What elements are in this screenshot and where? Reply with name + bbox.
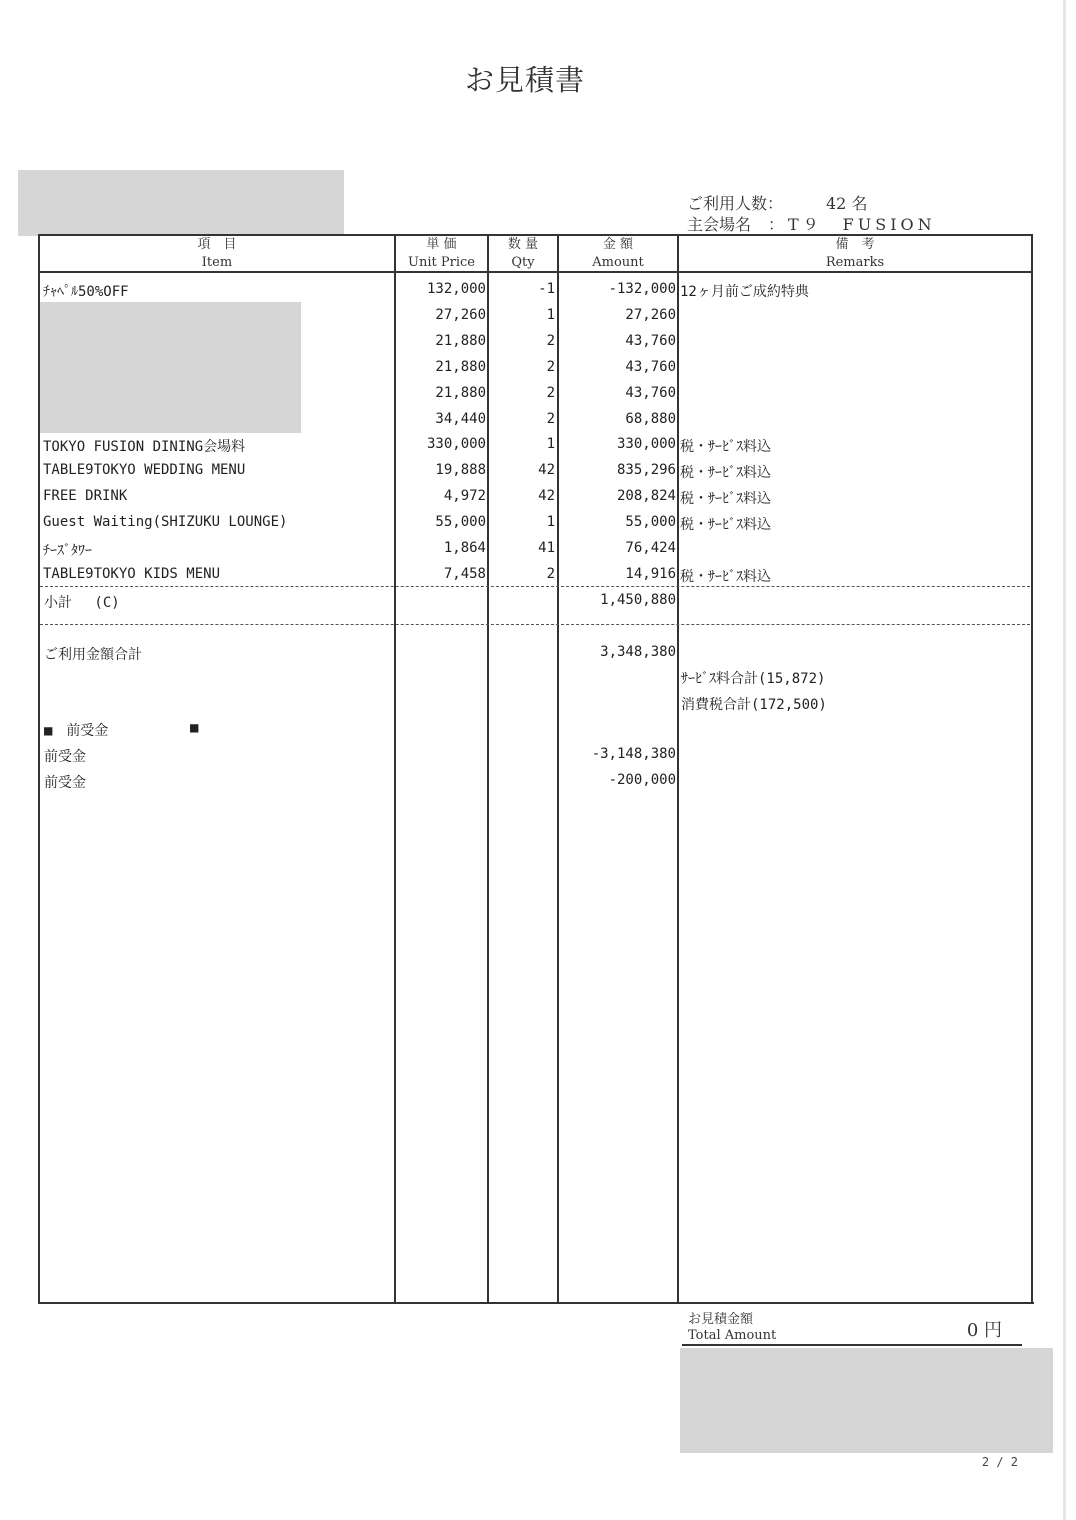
row-unit-price: 19,888 [435,462,486,478]
deposit-header: ■ 前受金 [44,723,109,739]
page-number: 2 / 2 [981,1455,1018,1469]
row-amount: 208,824 [616,488,676,504]
scan-edge [1063,0,1066,1520]
header-remarks-en: Remarks [825,255,885,270]
header-amount-jp: 金 額 [602,237,634,252]
header-item [40,236,394,272]
row-qty: 42 [538,462,555,478]
consumption-tax-total: 消費税合計(172,500) [681,697,827,713]
row-remarks: 税・ｻｰﾋﾞｽ料込 [680,491,771,507]
row-item: TABLE9TOKYO WEDDING MENU [43,462,246,478]
row-amount: 76,424 [625,540,676,556]
subtotal-separator-bottom [40,624,1030,625]
header-remarks-jp: 備 考 [835,237,875,252]
row-amount: 43,760 [625,333,676,349]
header-unit-price-en: Unit Price [408,255,475,270]
deposit-label-2: 前受金 [44,775,86,791]
service-fee-total: ｻｰﾋﾞｽ料合計(15,872) [681,671,826,687]
row-qty: 2 [546,333,555,349]
header-unit-price [396,236,487,272]
subtotal-separator-top [40,586,1030,587]
row-unit-price: 34,440 [435,411,486,427]
row-unit-price: 7,458 [443,566,486,582]
row-qty: 1 [546,307,555,323]
row-unit-price: 21,880 [435,359,486,375]
deposit-header-mark: ■ [190,720,199,736]
row-amount: 43,760 [625,359,676,375]
row-qty: 1 [546,436,555,452]
row-qty: 2 [546,566,555,582]
subtotal-label: 小計 (C) [44,595,120,611]
row-unit-price: 55,000 [435,514,486,530]
deposit-amount-1: -3,148,380 [591,746,676,762]
row-amount: 43,760 [625,385,676,401]
header-amount-en: Amount [592,255,644,270]
header-amount [559,236,677,272]
guests-label: ご利用人数： [687,194,784,213]
venue-value: ：T９ FUSION [768,215,936,234]
row-item: ﾁｰｽﾞﾀﾜｰ [43,543,92,559]
header-remarks [679,236,1031,272]
row-item: TABLE9TOKYO KIDS MENU [43,566,221,582]
row-amount: 55,000 [625,514,676,530]
row-amount: 330,000 [616,436,676,452]
row-qty: 1 [546,514,555,530]
total-usage-label: ご利用金額合計 [44,647,142,663]
total-amount-underline [682,1344,1022,1346]
row-remarks: 税・ｻｰﾋﾞｽ料込 [680,517,771,533]
venue-label: 主会場名 [687,215,752,234]
row-amount: -132,000 [608,281,676,297]
table-right-border [1031,234,1033,1304]
row-amount: 68,880 [625,411,676,427]
guests-value: 42 名 [826,194,868,213]
row-qty: 41 [538,540,555,556]
header-qty-jp: 数 量 [507,237,539,252]
total-amount-label-jp: お見積金額 [688,1312,754,1327]
row-unit-price: 330,000 [426,436,486,452]
row-unit-price: 27,260 [435,307,486,323]
redacted-company-block [680,1348,1053,1453]
row-qty: 2 [546,385,555,401]
col-divider-4 [677,234,679,1304]
row-amount: 27,260 [625,307,676,323]
header-item-jp: 項 目 [197,237,237,252]
table-left-border [38,234,40,1304]
redacted-customer-block [18,170,344,236]
row-qty: 42 [538,488,555,504]
header-item-en: Item [201,255,233,270]
subtotal-amount: 1,450,880 [600,592,676,608]
row-item: TOKYO FUSION DINING会場料 [43,439,246,455]
row-amount: 14,916 [625,566,676,582]
row-unit-price: 132,000 [426,281,486,297]
row-unit-price: 21,880 [435,385,486,401]
row-unit-price: 21,880 [435,333,486,349]
deposit-label-1: 前受金 [44,749,86,765]
table-bottom-border [40,1302,1034,1304]
row-remarks: 12ヶ月前ご成約特典 [680,284,809,300]
header-qty-en: Qty [511,255,535,270]
header-qty [489,236,557,272]
row-unit-price: 1,864 [443,540,486,556]
row-qty: -1 [538,281,555,297]
row-remarks: 税・ｻｰﾋﾞｽ料込 [680,569,771,585]
deposit-amount-2: -200,000 [608,772,676,788]
row-item: FREE DRINK [43,488,128,504]
redacted-items-block [38,302,301,433]
row-unit-price: 4,972 [443,488,486,504]
row-item: Guest Waiting(SHIZUKU LOUNGE) [43,514,288,530]
header-unit-price-jp: 単 価 [426,237,457,252]
document-title: お見積書 [464,63,585,97]
row-remarks: 税・ｻｰﾋﾞｽ料込 [680,465,771,481]
total-usage-amount: 3,348,380 [600,644,676,660]
total-amount-value: 0 円 [966,1320,1002,1341]
row-amount: 835,296 [616,462,676,478]
row-remarks: 税・ｻｰﾋﾞｽ料込 [680,439,771,455]
row-item: ﾁｬﾍﾟﾙ50%OFF [43,284,129,300]
total-amount-label-en: Total Amount [688,1328,777,1343]
row-qty: 2 [546,411,555,427]
row-qty: 2 [546,359,555,375]
